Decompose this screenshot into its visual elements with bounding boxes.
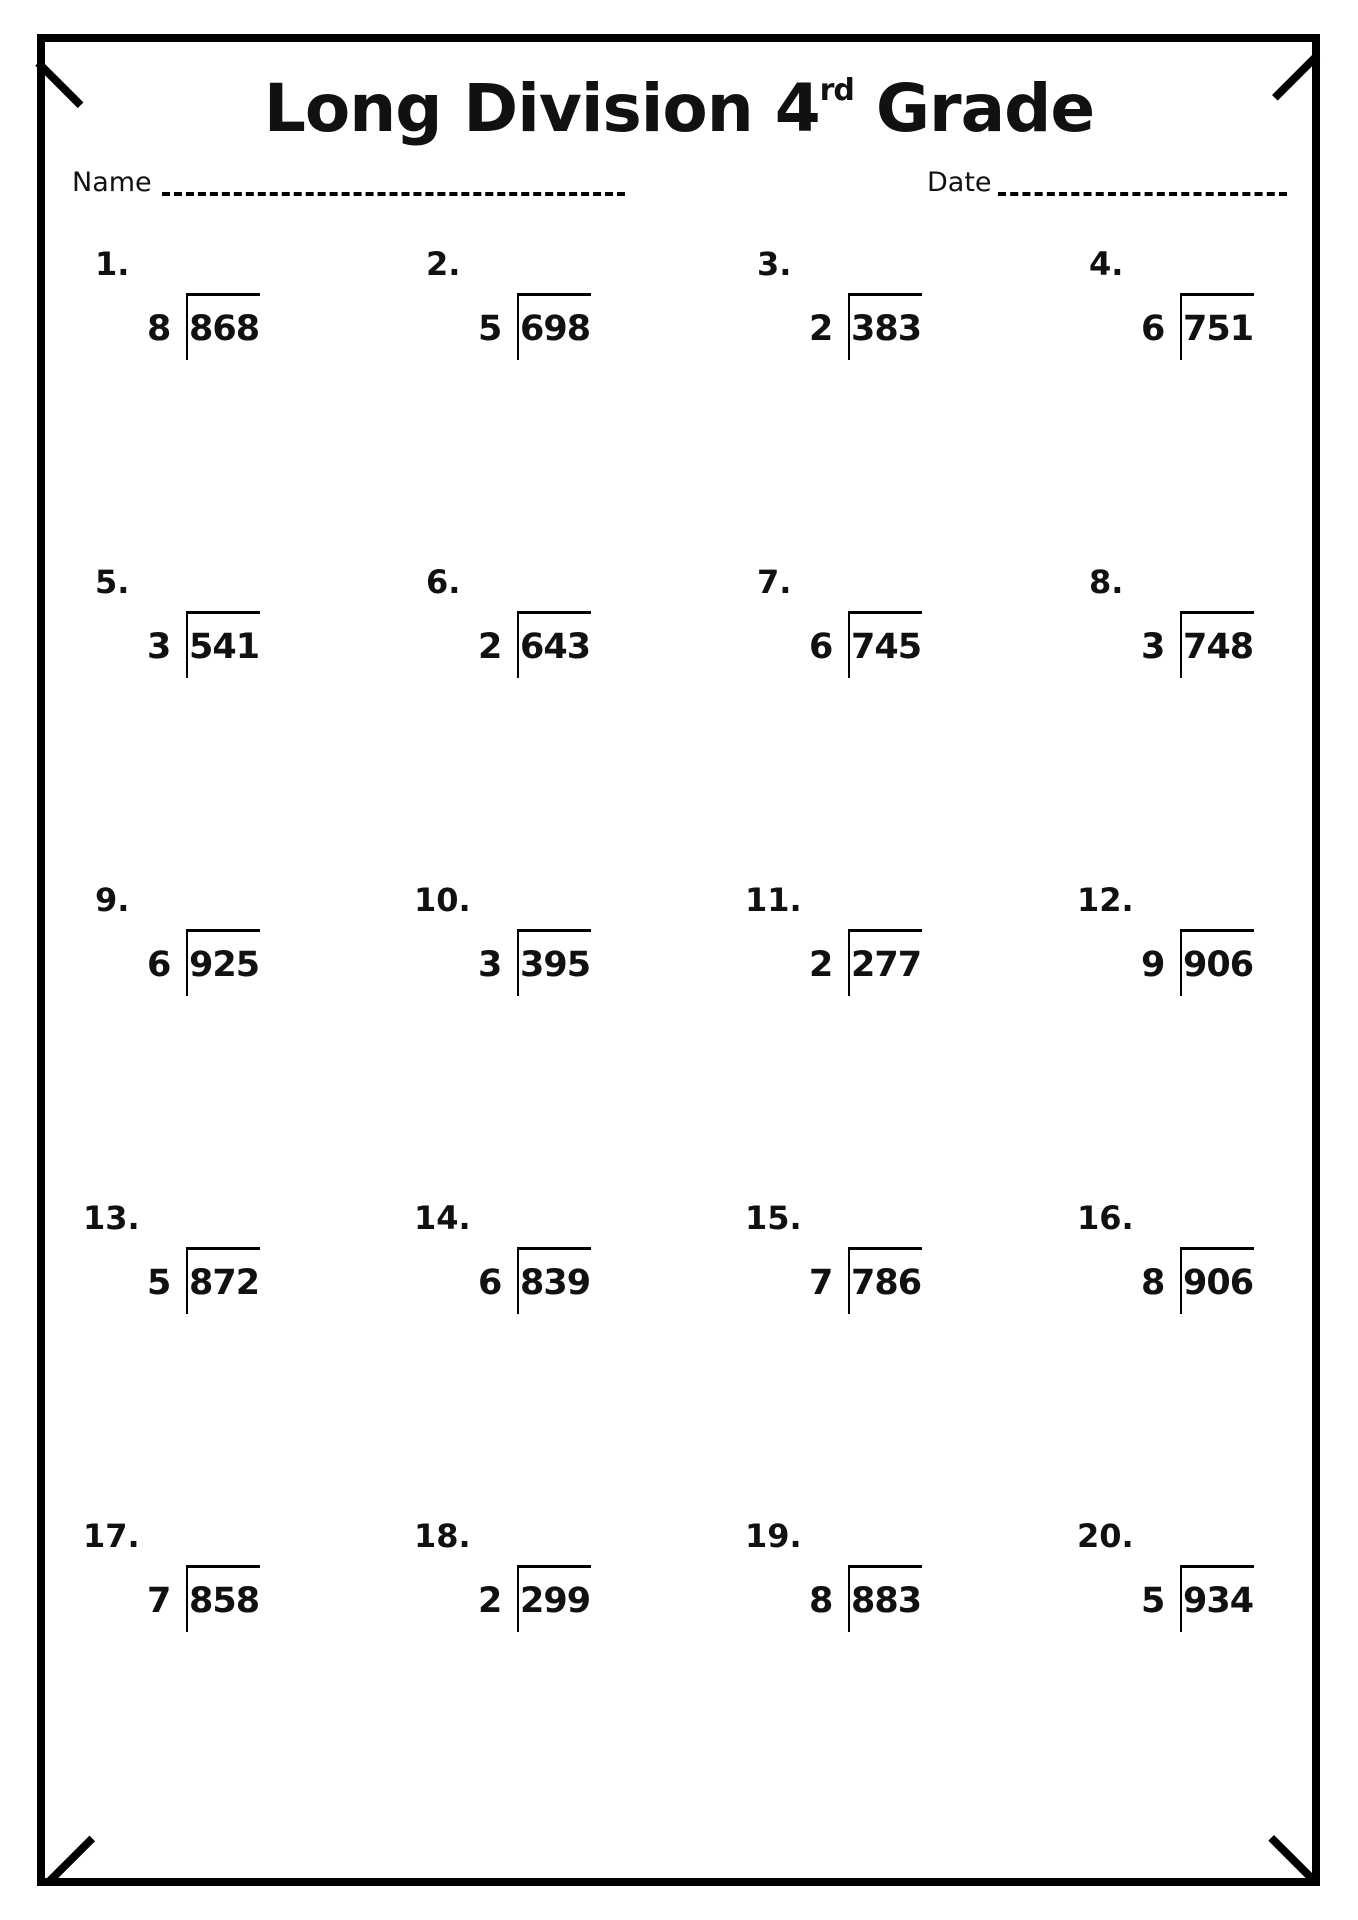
problem-number: 8.: [1089, 563, 1124, 601]
dividend: 698: [520, 309, 591, 349]
divisor: 7: [809, 1263, 834, 1303]
divisor: 9: [1141, 945, 1166, 985]
division-problem: [95, 881, 395, 1024]
problem-number: 12.: [1077, 881, 1134, 919]
problem-number: 9.: [95, 881, 130, 919]
division-problem: [1089, 245, 1358, 388]
problem-number: 18.: [414, 1517, 471, 1555]
title-end: Grade: [853, 70, 1095, 147]
dividend: 745: [851, 627, 922, 667]
divisor: 3: [1141, 627, 1166, 667]
divisor: 2: [478, 627, 503, 667]
problem-number: 6.: [426, 563, 461, 601]
problem-number: 7.: [757, 563, 792, 601]
problem-number: 20.: [1077, 1517, 1134, 1555]
dividend: 906: [1183, 1263, 1254, 1303]
divisor: 2: [809, 309, 834, 349]
divisor: 6: [147, 945, 172, 985]
division-problem: [426, 563, 726, 706]
dividend: 395: [520, 945, 591, 985]
problem-number: 3.: [757, 245, 792, 283]
divisor: 8: [809, 1581, 834, 1621]
division-problem: [414, 881, 726, 1024]
problem-number: 13.: [83, 1199, 140, 1237]
division-problem: [757, 245, 1057, 388]
division-problem: [745, 1199, 1057, 1342]
problem-number: 11.: [745, 881, 802, 919]
division-problem: [1077, 881, 1358, 1024]
division-problem: [745, 881, 1057, 1024]
page-title: [0, 70, 1358, 147]
dividend: 541: [189, 627, 260, 667]
division-problem: [757, 563, 1057, 706]
division-problem: [83, 1199, 395, 1342]
problem-number: 16.: [1077, 1199, 1134, 1237]
divisor: 7: [147, 1581, 172, 1621]
dividend: 934: [1183, 1581, 1254, 1621]
division-problem: [414, 1199, 726, 1342]
name-field[interactable]: [162, 192, 625, 196]
dividend: 643: [520, 627, 591, 667]
date-label: Date: [927, 167, 992, 198]
dividend: 883: [851, 1581, 922, 1621]
divisor: 8: [1141, 1263, 1166, 1303]
divisor: 5: [147, 1263, 172, 1303]
division-problem: [426, 245, 726, 388]
title-ordinal: rd: [819, 73, 854, 108]
problem-number: 15.: [745, 1199, 802, 1237]
problem-number: 10.: [414, 881, 471, 919]
divisor: 3: [478, 945, 503, 985]
problem-number: 1.: [95, 245, 130, 283]
dividend: 872: [189, 1263, 260, 1303]
problem-number: 17.: [83, 1517, 140, 1555]
date-field[interactable]: [998, 192, 1287, 196]
division-problem: [1077, 1199, 1358, 1342]
dividend: 925: [189, 945, 260, 985]
name-label: Name: [72, 167, 152, 198]
division-problem: [414, 1517, 726, 1660]
divisor: 6: [478, 1263, 503, 1303]
dividend: 906: [1183, 945, 1254, 985]
division-problem: [95, 563, 395, 706]
division-problem: [95, 245, 395, 388]
divisor: 5: [1141, 1581, 1166, 1621]
divisor: 8: [147, 309, 172, 349]
division-problem: [83, 1517, 395, 1660]
division-problem: [1077, 1517, 1358, 1660]
divisor: 6: [1141, 309, 1166, 349]
dividend: 786: [851, 1263, 922, 1303]
problem-number: 5.: [95, 563, 130, 601]
dividend: 839: [520, 1263, 591, 1303]
dividend: 751: [1183, 309, 1254, 349]
problem-number: 19.: [745, 1517, 802, 1555]
division-problem: [1089, 563, 1358, 706]
divisor: 3: [147, 627, 172, 667]
dividend: 277: [851, 945, 922, 985]
problem-number: 14.: [414, 1199, 471, 1237]
dividend: 748: [1183, 627, 1254, 667]
title-main: Long Division 4: [263, 70, 820, 147]
dividend: 868: [189, 309, 260, 349]
divisor: 6: [809, 627, 834, 667]
division-problem: [745, 1517, 1057, 1660]
dividend: 858: [189, 1581, 260, 1621]
problem-number: 4.: [1089, 245, 1124, 283]
dividend: 383: [851, 309, 922, 349]
problem-number: 2.: [426, 245, 461, 283]
dividend: 299: [520, 1581, 591, 1621]
divisor: 5: [478, 309, 503, 349]
divisor: 2: [478, 1581, 503, 1621]
divisor: 2: [809, 945, 834, 985]
